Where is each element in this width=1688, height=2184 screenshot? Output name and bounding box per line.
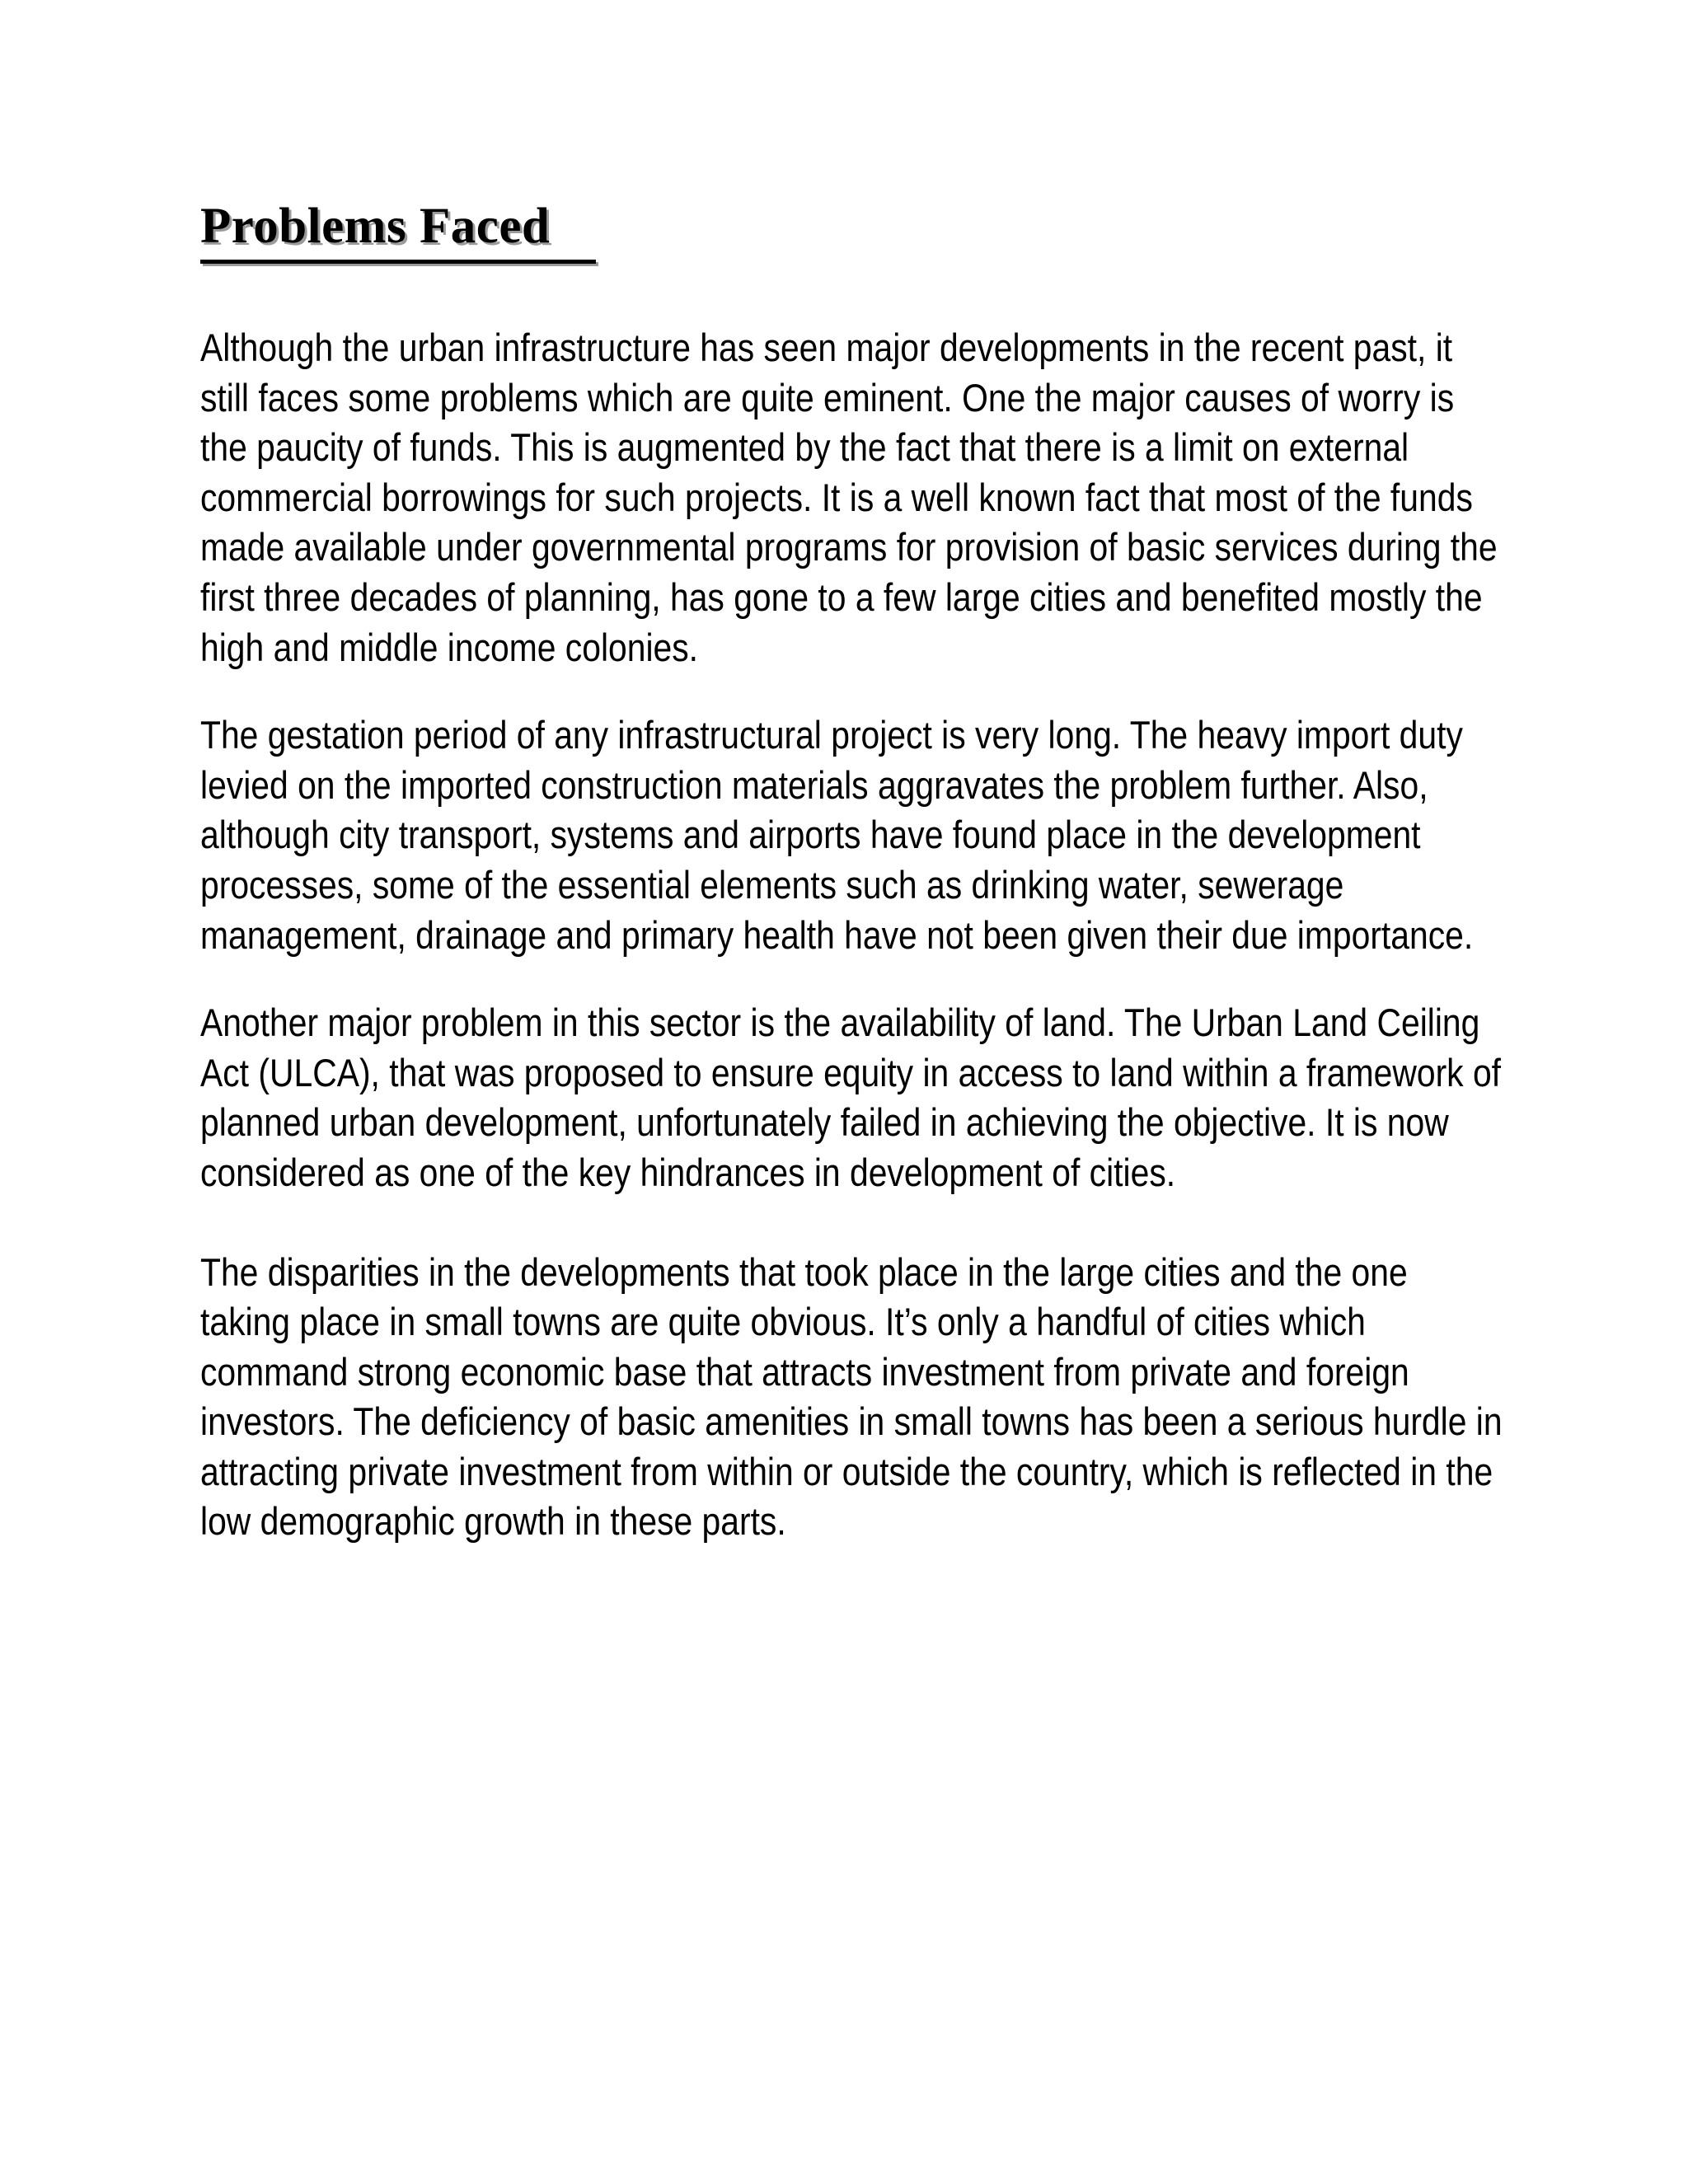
paragraph-land: Another major problem in this sector is the availability of land. The Urban Land Ceiling Act (ULCA), that was proposed to ensure equity in access to land within a framework of planned urban development, unfortunately failed in achieving the objective. It is now considered as one of the key hindrances in development of cities.	[200, 1001, 1502, 1195]
page-title: Problems Faced	[200, 199, 551, 254]
paragraph-funding: Although the urban infrastructure has seen major developments in the recent past, it still faces some problems which are quite eminent. One the major causes of worry is the paucity of funds. This is augmented by the fact that there is a limit on external commercial borrowings for such projects. It is a well known fact that most of the funds made available under governmental programs for provision of basic services during the first three decades of planning, has gone to a few large cities and benefited mostly the high and middle income colonies.	[200, 326, 1498, 670]
document-body	[200, 324, 1503, 1548]
title-underline	[200, 260, 596, 264]
paragraph-disparities: The disparities in the developments that took place in the large cities and the one taking place in small towns are quite obvious. It’s only a handful of cities which command strong economic base that attracts investment from private and foreign investors. The deficiency of basic amenities in small towns has been a serious hurdle in attracting private investment from within or outside the country, which is reflected in the low demographic growth in these parts.	[200, 1250, 1503, 1544]
paragraph-gestation: The gestation period of any infrastructural project is very long. The heavy import duty levied on the imported construction materials aggravates the problem further. Also, although city transport, systems and airports have found place in the development processes, some of the essential elements such as drinking water, sewerage management, drainage and primary health have not been given their due importance.	[200, 714, 1474, 958]
